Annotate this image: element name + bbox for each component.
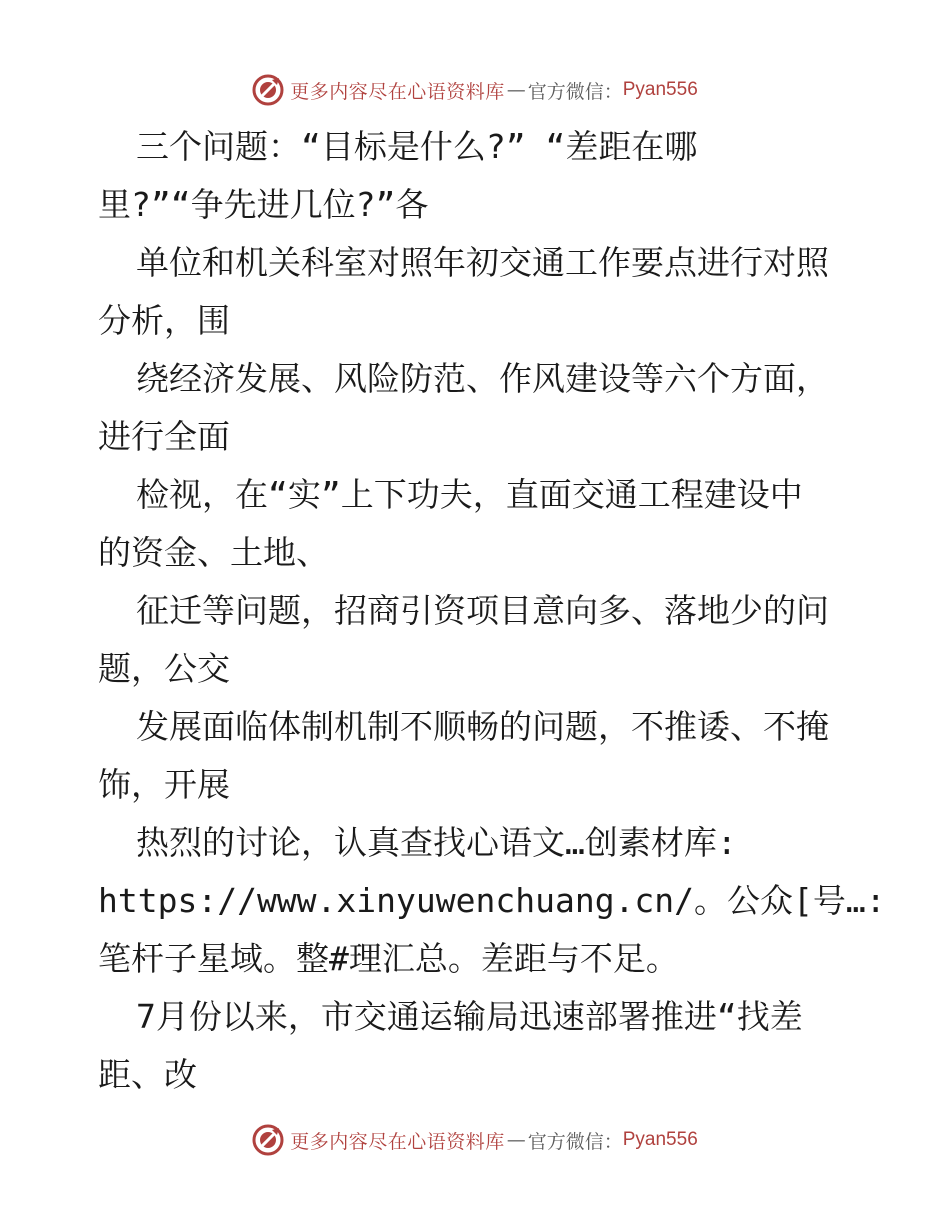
text-line: 分析，围 <box>98 301 230 340</box>
text-line: 里?”“争先进几位?”各 <box>98 185 429 224</box>
text-line: 题，公交 <box>98 649 230 688</box>
text-line: 发展面临体制机制不顺畅的问题，不推诿、不掩 <box>136 707 829 746</box>
text-line: 进行全面 <box>98 417 230 456</box>
red-emblem-icon <box>252 74 284 106</box>
text-line: 笔杆子星域。整#理汇总。差距与不足。 <box>98 939 679 978</box>
document-body <box>98 118 898 1104</box>
text-line: 三个问题：“目标是什么?” “差距在哪 <box>136 127 698 166</box>
banner-dash: — <box>506 79 526 101</box>
text-line: 单位和机关科室对照年初交通工作要点进行对照 <box>136 243 829 282</box>
text-line: 检视，在“实”上下功夫，直面交通工程建设中 <box>136 475 803 514</box>
red-emblem-icon <box>252 1124 284 1156</box>
footer-banner <box>0 1120 950 1160</box>
banner-wechat-label: 官方微信： <box>527 1130 623 1153</box>
banner-wechat-id: Pyan556 <box>622 1129 698 1150</box>
banner-wechat-label: 官方微信： <box>527 80 623 103</box>
text-line: 的资金、土地、 <box>98 533 329 572</box>
text-line: 征迁等问题，招商引资项目意向多、落地少的问 <box>136 591 829 630</box>
url-line: https://www.xinyuwenchuang.cn/。公众[号…: <box>98 881 886 920</box>
banner-wechat-id: Pyan556 <box>622 79 698 100</box>
header-banner <box>0 70 950 110</box>
text-line: 饰，开展 <box>98 765 230 804</box>
text-line: 7月份以来，市交通运输局迅速部署推进“找差 <box>136 997 803 1036</box>
text-line: 距、改 <box>98 1055 197 1094</box>
text-line: 热烈的讨论，认真查找心语文…创素材库: <box>136 823 737 862</box>
banner-dash: — <box>506 1129 526 1151</box>
banner-site-text: 更多内容尽在心语资料库 <box>290 1130 505 1153</box>
text-line: 绕经济发展、风险防范、作风建设等六个方面， <box>136 359 829 398</box>
banner-site-text: 更多内容尽在心语资料库 <box>290 80 505 103</box>
